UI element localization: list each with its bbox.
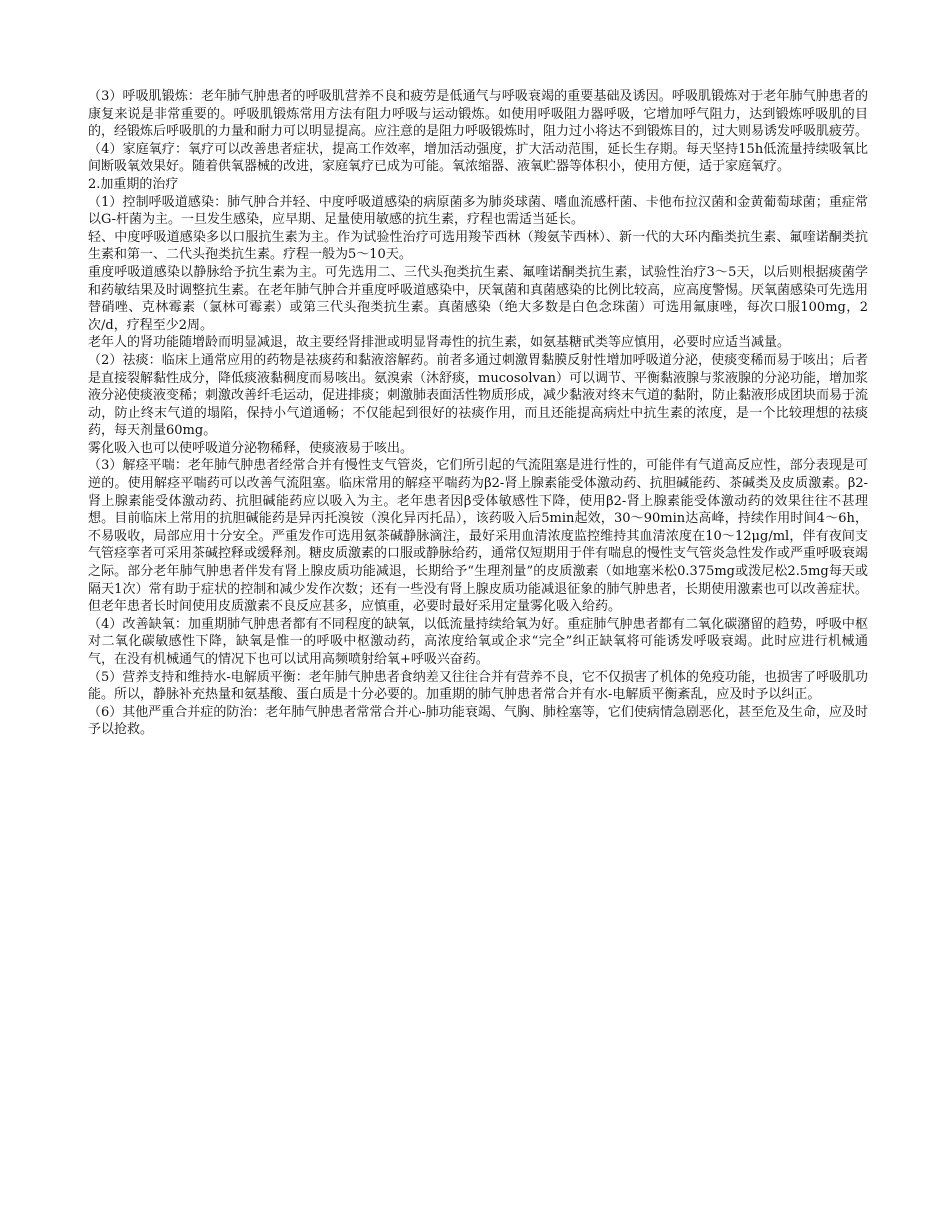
paragraph-home-oxygen-therapy: （4）家庭氧疗：氧疗可以改善患者症状，提高工作效率，增加活动强度，扩大活动范围，延长生存期。每天坚持15h低流量持续吸氧比间断吸氧效果好。随着供氧器械的改进，家庭氧疗已成为可能。氧浓缩器、液氧贮器等体积小，使用方便，适于家庭氧疗。: [88, 141, 868, 175]
paragraph-infection-control: （1）控制呼吸道感染：肺气肿合并轻、中度呼吸道感染的病原菌多为肺炎球菌、嗜血流感杆菌、卡他布拉汉菌和金黄葡萄球菌；重症常以G-杆菌为主。一旦发生感染，应早期、足量使用敏感的抗生素，疗程也需适当延长。: [88, 194, 868, 228]
paragraph-expectorant: （2）祛痰：临床上通常应用的药物是祛痰药和黏液溶解药。前者多通过刺激胃黏膜反射性增加呼吸道分泌，使痰变稀而易于咳出；后者是直接裂解黏性成分，降低痰液黏稠度而易咳出。氨溴索（沐舒痰，mucosolvan）可以调节、平衡黏液腺与浆液腺的分泌功能，增加浆液分泌使痰液变稀；刺激改善纤毛运动，促进排痰；刺激肺表面活性物质形成，减少黏液对终末气道的黏附，防止黏液形成团块而易于流动，防止终末气道的塌陷，保持小气道通畅；不仅能起到很好的祛痰作用，而且还能提高病灶中抗生素的浓度，是一个比较理想的祛痰药，每天剂量60mg。: [88, 352, 869, 439]
paragraph-renal-caution: 老年人的肾功能随增龄而明显减退，故主要经肾排泄或明显肾毒性的抗生素，如氨基糖甙类等应慎用，必要时应适当减量。: [88, 335, 791, 351]
paragraph-mild-infection: 轻、中度呼吸道感染多以口服抗生素为主。作为试验性治疗可选用羧苄西林（羧氨苄西林）、新一代的大环内酯类抗生素、氟喹诺酮类抗生素和第一、二代头孢类抗生素。疗程一般为5～10天。: [88, 229, 868, 263]
paragraph-respiratory-muscle-training: （3）呼吸肌锻炼：老年肺气肿患者的呼吸肌营养不良和疲劳是低通气与呼吸衰竭的重要基础及诱因。呼吸肌锻炼对于老年肺气肿患者的康复来说是非常重要的。呼吸肌锻炼常用方法有阻力呼吸与运动锻炼。如使用呼吸阻力器呼吸，它增加呼气阻力，达到锻炼呼吸肌的目的，经锻炼后呼吸肌的力量和耐力可以明显提高。应注意的是阻力呼吸锻炼时，阻力过小将达不到锻炼目的，过大则易诱发呼吸肌疲劳。: [88, 89, 869, 140]
paragraph-severe-infection: 重度呼吸道感染以静脉给予抗生素为主。可先选用二、三代头孢类抗生素、氟喹诺酮类抗生素，试验性治疗3～5天，以后则根据痰菌学和药敏结果及时调整抗生素。在老年肺气肿合并重度呼吸道感染中，厌氧菌和真菌感染的比例比较高，应高度警惕。厌氧菌感染可先选用替硝唑、克林霉素（氯林可霉素）或第三代头孢类抗生素。真菌感染（绝大多数是白色念珠菌）可选用氟康唑，每次口服100mg，2次/d，疗程至少2周。: [88, 264, 869, 333]
paragraph-nutrition: （5）营养支持和维持水-电解质平衡：老年肺气肿患者食纳差又往往合并有营养不良，它不仅损害了机体的免疫功能，也损害了呼吸肌功能。所以，静脉补充热量和氨基酸、蛋白质是十分必要的。加重期的肺气肿患者常合并有水-电解质平衡紊乱，应及时予以纠正。: [88, 669, 868, 703]
section-heading-exacerbation-treatment: 2.加重期的治疗: [88, 176, 179, 192]
document-body: [88, 88, 868, 739]
paragraph-bronchodilator: （3）解痉平喘：老年肺气肿患者经常合并有慢性支气管炎，它们所引起的气流阻塞是进行性的，可能伴有气道高反应性，部分表现是可逆的。使用解痉平喘药可以改善气流阻塞。临床常用的解痉平喘药为β2-肾上腺素能受体激动药、抗胆碱能药、茶碱类及皮质激素。β2-肾上腺素能受体激动药、抗胆碱能药应以吸入为主。老年患者因β受体敏感性下降，使用β2-肾上腺素能受体激动药的效果往往不甚理想。目前临床上常用的抗胆碱能药是异丙托溴铵（溴化异丙托品），该药吸入后5min起效，30～90min达高峰，持续作用时间4～6h，不易吸收，局部应用十分安全。严重发作可选用氨茶碱静脉滴注，最好采用血清浓度监控维持其血清浓度在10～12μg/ml，伴有夜间支气管痉挛者可采用茶碱控释或缓释剂。糖皮质激素的口服或静脉给药，通常仅短期用于伴有喘息的慢性支气管炎急性发作或严重呼吸衰竭之际。部分老年肺气肿患者伴发有肾上腺皮质功能减退，长期给予“生理剂量”的皮质激素（如地塞米松0.375mg或泼尼松2.5mg每天或隔天1次）常有助于症状的控制和减少发作次数；还有一些没有肾上腺皮质功能减退征象的肺气肿患者，长期使用激素也可以改善症状。但老年患者长时间使用皮质激素不良反应甚多，应慎重，必要时最好采用定量雾化吸入给药。: [88, 458, 869, 615]
paragraph-nebulization: 雾化吸入也可以使呼吸道分泌物稀释，使痰液易于咳出。: [88, 440, 414, 456]
paragraph-hypoxia: （4）改善缺氧：加重期肺气肿患者都有不同程度的缺氧，以低流量持续给氧为好。重症肺气肿患者都有二氧化碳潴留的趋势，呼吸中枢对二氧化碳敏感性下降，缺氧是惟一的呼吸中枢激动药，高浓度给氧或企求“完全”纠正缺氧将可能诱发呼吸衰竭。此时应进行机械通气，在没有机械通气的情况下也可以试用高频喷射给氧+呼吸兴奋药。: [88, 616, 868, 667]
paragraph-complications: （6）其他严重合并症的防治：老年肺气肿患者常常合并心-肺功能衰竭、气胸、肺栓塞等，它们使病情急剧恶化，甚至危及生命，应及时予以抢救。: [88, 704, 868, 738]
